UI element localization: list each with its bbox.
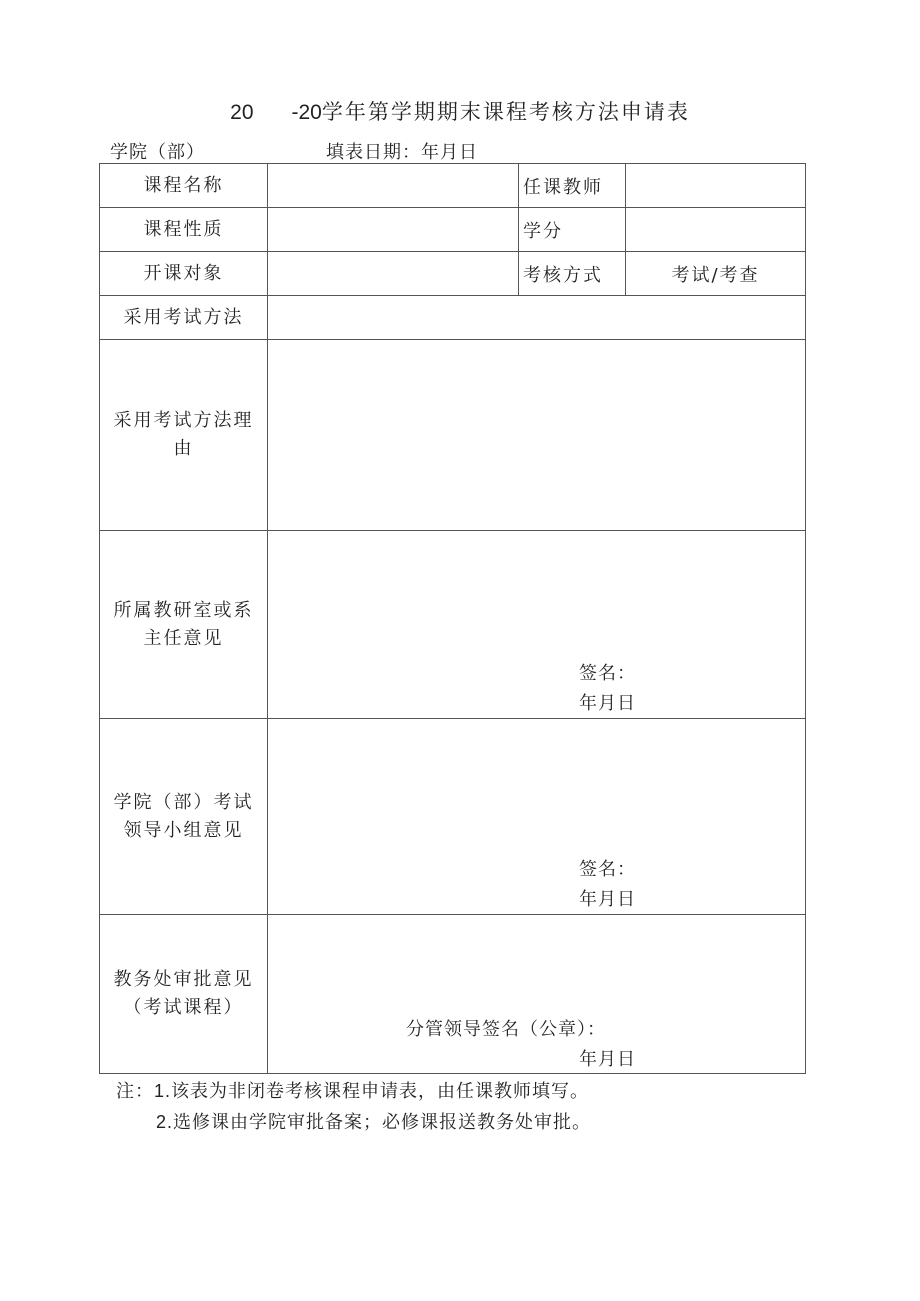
course-name-field[interactable] <box>268 164 519 208</box>
teacher-field[interactable] <box>626 164 806 208</box>
teacher-label: 任课教师 <box>519 164 626 208</box>
exam-reason-field[interactable] <box>268 340 806 531</box>
college-label: 学院（部） <box>110 142 205 163</box>
credit-label: 学分 <box>519 208 626 252</box>
assessment-mode-value[interactable]: 考试/考查 <box>626 252 806 296</box>
exam-reason-label: 采用考试方法理由 <box>100 340 268 531</box>
target-label: 开课对象 <box>100 252 268 296</box>
dept-opinion-field[interactable] <box>268 531 806 719</box>
course-nature-field[interactable] <box>268 208 519 252</box>
year-start: 20 <box>230 101 254 124</box>
college-opinion-label: 学院（部）考试领导小组意见 <box>100 719 268 915</box>
leader-signature-label: 分管领导签名（公章）： <box>406 1019 606 1040</box>
note-2: 2.选修课由学院审批备案；必修课报送教务处审批。 <box>156 1112 592 1133</box>
assessment-mode-label: 考核方式 <box>519 252 626 296</box>
academic-date-label: 年月日 <box>579 1049 636 1070</box>
notes <box>116 1076 591 1138</box>
dept-opinion-label: 所属教研室或系主任意见 <box>100 531 268 719</box>
exam-method-field[interactable] <box>268 296 806 340</box>
academic-opinion-field[interactable] <box>268 915 806 1074</box>
college-opinion-field[interactable] <box>268 719 806 915</box>
dept-date-label: 年月日 <box>579 693 636 714</box>
title-text: 学年第学期期末课程考核方法申请表 <box>321 100 690 124</box>
academic-opinion-label: 教务处审批意见（考试课程） <box>100 915 268 1074</box>
course-name-label: 课程名称 <box>100 164 268 208</box>
college-date-label: 年月日 <box>579 889 636 910</box>
credit-field[interactable] <box>626 208 806 252</box>
target-field[interactable] <box>268 252 519 296</box>
college-signature-label: 签名： <box>579 859 636 880</box>
course-nature-label: 课程性质 <box>100 208 268 252</box>
form-title <box>0 96 920 126</box>
year-end: -20 <box>291 101 322 124</box>
application-form-table <box>99 163 806 1074</box>
exam-method-label: 采用考试方法 <box>100 296 268 340</box>
dept-signature-label: 签名： <box>579 663 636 684</box>
fill-date-label: 填表日期：年月日 <box>326 142 478 163</box>
note-1: 注：1.该表为非闭卷考核课程申请表，由任课教师填写。 <box>116 1081 590 1102</box>
